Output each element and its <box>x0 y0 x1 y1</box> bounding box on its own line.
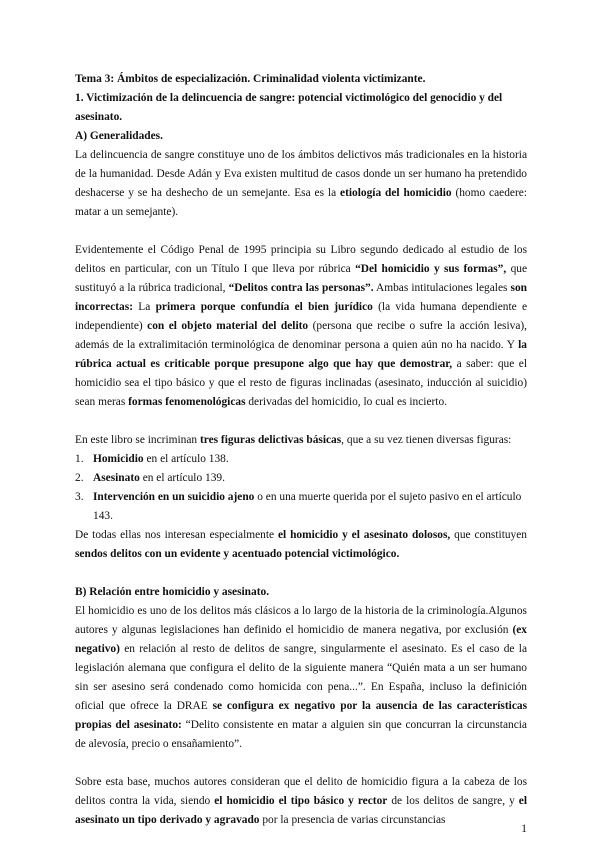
section-a-paragraph-2: Evidentemente el Código Penal de 1995 principia su Libro segundo dedicado al estudio de los delitos en particular, con un Título I que lleva por rúbrica “Del homicidio y sus formas”, que sustituyó a la rúbrica tradicional, “Delitos contra las personas”. Ambas intitulaciones legales son incorrectas: La primera porque confundía el bien jurídico (la vida humana dependiente e independiente) con el objeto material del delito (persona que recibe o sufre la acción lesiva), además de la extralimitación terminológica de denominar persona a quien aún no ha nacido. Y la rúbrica actual es criticable porque presupone algo que hay que demostrar, a saber: que el homicidio sea el tipo básico y que el resto de figuras inclinadas (asesinato, inducción al suicidio) sean meras formas fenomenológicas derivadas del homicidio, lo cual es incierto. <box>75 244 528 408</box>
section-b-heading: B) Relación entre homicidio y asesinato. <box>75 586 270 598</box>
section-a-heading: A) Generalidades. <box>75 130 163 142</box>
section-b-paragraph-1: El homicidio es uno de los delitos más clásicos a lo largo de la historia de la criminología.Algunos autores y algunas legislaciones han definido el homicidio de manera negativa, por exclusión (ex negativo) en relación al resto de delitos de sangre, singularmente el asesinato. Es el caso de la legislación alemana que configura el delito de la siguiente manera “Quién mata a un ser humano sin ser asesino será condenado como homicida con pena...”. En España, incluso la definición oficial que ofrece la DRAE se configura ex negativo por la ausencia de las características propias del asesinato: “Delito consistente en matar a alguien sin que concurran la circunstancia de alevosía, precio o ensañamiento”. <box>75 605 527 750</box>
document-subtitle: 1. Victimización de la delincuencia de sangre: potencial victimológico del genocidio y del asesinato. <box>75 92 503 123</box>
section-a-paragraph-1: La delincuencia de sangre constituye uno de los ámbitos delictivos más tradicionales en la historia de la humanidad. Desde Adán y Eva existen multitud de casos donde un ser humano ha pretendido deshacerse y se ha deshecho de un semejante. Esa es la etiología del homicidio (homo caedere: matar a un semejante). <box>75 149 527 218</box>
section-a-paragraph-3: En este libro se incriminan tres figuras delictivas básicas, que a su vez tienen diversas figuras: <box>75 434 512 446</box>
list-item: 1. Homicidio en el artículo 138. <box>75 453 229 465</box>
section-a-paragraph-4: De todas ellas nos interesan especialmente el homicidio y el asesinato dolosos, que constituyen sendos delitos con un evidente y acentuado potencial victimológico. <box>75 529 528 560</box>
section-b-paragraph-2: Sobre esta base, muchos autores consideran que el delito de homicidio figura a la cabeza de los delitos contra la vida, siendo el homicidio el tipo básico y rector de los delitos de sangre, y el asesinato un tipo derivado y agravado por la presencia de varias circunstancias <box>75 776 527 826</box>
document-body <box>75 70 527 830</box>
document-title: Tema 3: Ámbitos de especialización. Criminalidad violenta victimizante. <box>75 73 426 85</box>
crime-figures-list <box>75 450 527 526</box>
list-item: 2. Asesinato en el artículo 139. <box>75 472 225 484</box>
list-item: 3. Intervención en un suicidio ajeno o en una muerte querida por el sujeto pasivo en el artículo 143. <box>75 491 522 522</box>
page-number: 1 <box>521 823 527 835</box>
